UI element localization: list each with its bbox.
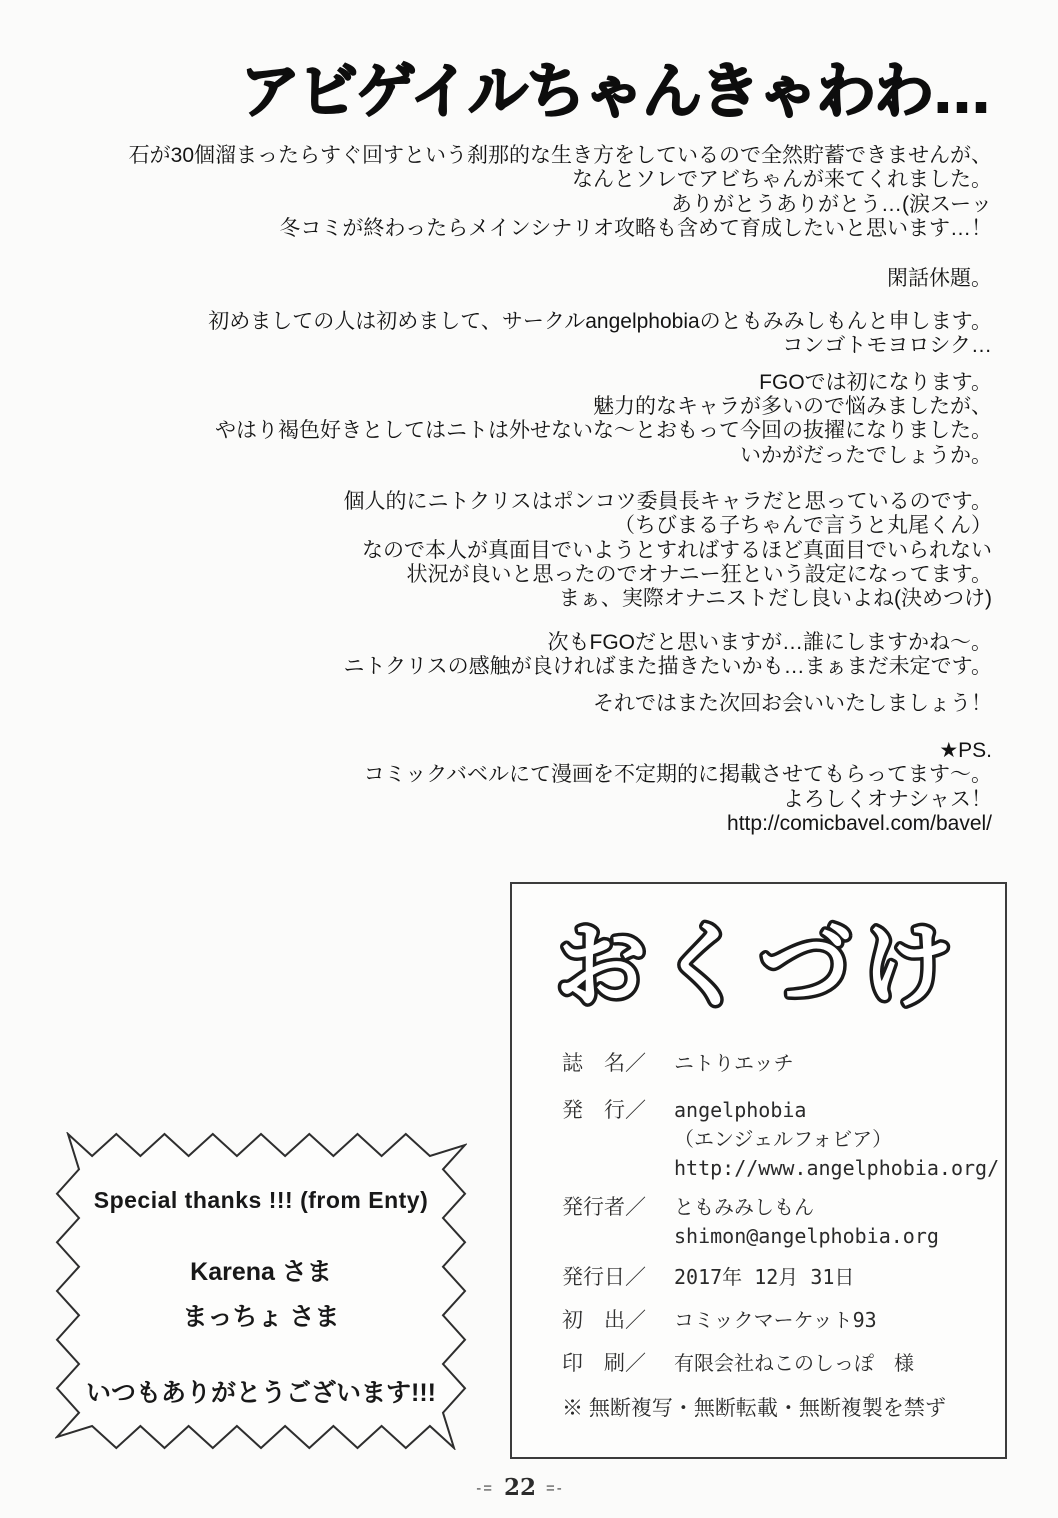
- afterword-essay: [60, 44, 992, 907]
- essay-line: ニトクリスの感触が良ければまた描きたいかも…まぁまだ未定です。: [343, 655, 992, 679]
- essay-line: コミックバベルにて漫画を不定期的に掲載させてもらってます〜。: [363, 763, 992, 787]
- essay-paragraph: [60, 739, 992, 836]
- essay-line: 石が30個溜まったらすぐ回すという刹那的な生き方をしているので全然貯蓄できませんが、: [128, 144, 992, 167]
- essay-paragraph: [60, 310, 992, 359]
- essay-paragraph: [60, 490, 992, 612]
- essay-paragraph: [60, 631, 992, 680]
- essay-line: ★PS.: [939, 738, 992, 762]
- colophon-value-line: （エンジェルフォビア）: [674, 1127, 893, 1151]
- essay-line: やはり褐色好きとしてはニトは外せないな〜とおもって今回の抜擢になりました。: [215, 419, 992, 443]
- essay-line: なんとソレでアビちゃんが来てくれました。: [572, 168, 992, 192]
- essay-line: 初めましての人は初めまして、サークルangelphobiaのともみみしもんと申します。: [208, 309, 992, 333]
- thanks-name: Karena さま: [190, 1258, 332, 1286]
- essay-line: 冬コミが終わったらメインシナリオ攻略も含めて育成したいと思います…！: [279, 217, 992, 241]
- colophon-value-line: ともみみしもん: [674, 1195, 814, 1219]
- colophon-label: 発 行／: [562, 1099, 646, 1122]
- essay-line: 状況が良いと思ったのでオナニー狂という設定になってます。: [406, 563, 992, 587]
- colophon-box: [510, 882, 1007, 1459]
- essay-paragraph: [60, 692, 992, 716]
- footer-right-deco: =-: [546, 1480, 564, 1497]
- essay-line: コンゴトモヨロシク…: [782, 334, 992, 358]
- colophon-value-line: 2017年 12月 31日: [674, 1265, 855, 1289]
- colophon-value-line: angelphobia: [674, 1098, 807, 1122]
- essay-line: ありがとうありがとう…(涙スーッ: [671, 192, 992, 216]
- colophon-row-publisher-circle: [562, 1096, 1000, 1183]
- essay-line: （ちびまる子ちゃんで言うと丸尾くん）: [614, 514, 992, 538]
- colophon-value-line: http://www.angelphobia.org/: [674, 1156, 1000, 1180]
- colophon-rows: [562, 1049, 1000, 1423]
- colophon-row-date: [562, 1263, 981, 1292]
- page-number: 22: [503, 1474, 536, 1501]
- essay-line: 個人的にニトクリスはポンコツ委員長キャラだと思っているのです。: [343, 489, 992, 513]
- colophon-row-title: [562, 1049, 981, 1078]
- colophon-label: 誌 名／: [562, 1052, 646, 1075]
- colophon-value-line: 有限会社ねこのしっぽ 様: [674, 1351, 914, 1375]
- colophon-row-printer: [562, 1349, 981, 1378]
- essay-line: よろしくオナシャス！: [782, 787, 992, 811]
- essay-paragraph: [60, 267, 992, 291]
- colophon-label: 発行日／: [562, 1266, 646, 1289]
- essay-line: 閑話休題。: [887, 267, 992, 291]
- essay-line: まぁ、実際オナニストだし良いよね(決めつけ): [558, 587, 992, 611]
- thanks-name: まっちょ さま: [182, 1303, 340, 1331]
- special-thanks-box: [55, 1132, 467, 1450]
- thanks-heading: Special thanks !!! (from Enty): [93, 1187, 429, 1213]
- colophon-label: 初 出／: [562, 1309, 646, 1332]
- essay-line: それではまた次回お会いいたしましょう！: [593, 692, 992, 716]
- footer: [420, 1474, 620, 1501]
- essay-paragraph: [60, 144, 992, 241]
- essay-line: 次もFGOだと思いますが…誰にしますかね〜。: [547, 630, 992, 654]
- essay-paragraph: [60, 371, 992, 468]
- essay-line: http://comicbavel.com/bavel/: [727, 811, 992, 835]
- colophon-value-line: shimon@angelphobia.org: [674, 1224, 939, 1248]
- thanks-closing: いつもありがとうございます!!!: [86, 1379, 436, 1407]
- colophon-title: [512, 898, 1005, 1033]
- essay-line: なので本人が真面目でいようとすればするほど真面目でいられない: [362, 538, 992, 562]
- footer-left-deco: -=: [476, 1480, 494, 1497]
- essay-line: 魅力的なキャラが多いので悩みましたが、: [593, 394, 992, 418]
- essay-line: FGOでは初になります。: [759, 370, 992, 394]
- colophon-row-first-release: [562, 1306, 981, 1335]
- colophon-value-line: ニトりエッチ: [674, 1051, 794, 1075]
- colophon-label: 発行者／: [562, 1196, 646, 1219]
- copyright-notice: ※ 無断複写・無断転載・無断複製を禁ず: [562, 1397, 946, 1420]
- colophon-label: 印 刷／: [562, 1352, 646, 1375]
- essay-title: アビゲイルちゃんきゃわわ…: [240, 58, 990, 125]
- colophon-title-text: おくづけ: [554, 916, 963, 1018]
- thanks-content: [85, 1187, 437, 1409]
- colophon-row-author: [562, 1193, 981, 1251]
- colophon-value-line: コミックマーケット93: [674, 1308, 877, 1332]
- essay-line: いかがだったでしょうか。: [740, 443, 992, 467]
